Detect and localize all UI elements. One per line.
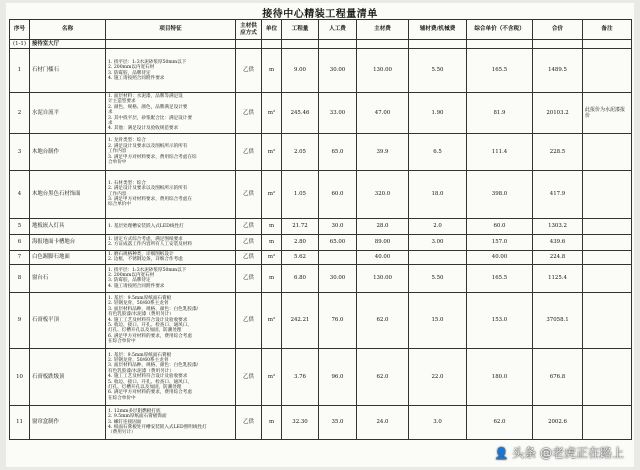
feature-line: 5. 收边、接口、开孔、检查口、通风口、	[108, 323, 192, 329]
header-features: 项目特征	[106, 20, 236, 40]
feature-line: 2. 边框，不锈钢边条，详细合作考虑	[108, 257, 183, 263]
feature-line: 在综合单价中	[108, 395, 136, 401]
item-features	[106, 133, 236, 170]
supply-method: 乙供	[236, 292, 262, 348]
feature-line: 计主造型要求	[108, 99, 136, 105]
remark	[583, 250, 632, 264]
remark	[583, 234, 632, 250]
item-features	[106, 348, 236, 405]
unit-price: 165.5	[467, 264, 533, 292]
total-price: 417.9	[533, 170, 583, 218]
item-features	[106, 218, 236, 234]
row-number: 9	[10, 292, 30, 348]
header-row	[10, 20, 632, 40]
material-cost: 62.0	[357, 292, 409, 348]
table-row	[10, 49, 632, 93]
document-page	[6, 3, 634, 467]
auxiliary-cost: 3.00	[409, 234, 467, 250]
item-features	[106, 405, 236, 439]
supply-method: 乙供	[236, 405, 262, 439]
remark	[583, 405, 632, 439]
unit: m	[262, 405, 282, 439]
auxiliary-cost: 6.5	[409, 133, 467, 170]
person-icon: 👤	[494, 447, 509, 460]
feature-line: 4. 纸面石膏板处开槽安装嵌入式LED照明线性灯	[108, 425, 207, 431]
header-material: 主材费	[357, 20, 409, 40]
remark: 此报价为水泥漆报价	[583, 93, 632, 134]
unit: m²	[262, 292, 282, 348]
total-price: 228.5	[533, 133, 583, 170]
quantity: 2.05	[282, 133, 319, 170]
feature-line: 3. 螺钉连接固面	[108, 419, 142, 425]
feature-line: 灯孔、灯槽开孔以及加固，防潮处理	[108, 384, 182, 390]
item-features	[106, 292, 236, 348]
header-seq: 序号	[10, 20, 30, 40]
feature-line: 3. 面层材料品种、规格、颜色：白色乳胶漆/	[108, 306, 199, 312]
feature-line: 1. 面层材料：水泥漆，品牌等满足设	[108, 94, 183, 99]
item-name: 水泥自流平	[30, 93, 106, 134]
item-name: 窗台石	[30, 264, 106, 292]
remark	[583, 49, 632, 93]
feature-line: 2. 满足设计及要求以及图纸所示的所有	[108, 143, 188, 149]
feature-line: 3. 满足甲方对材料要求，费用综合考虑在	[108, 197, 192, 203]
row-number: 6	[10, 234, 30, 250]
row-number: 11	[10, 405, 30, 439]
material-cost: 40.00	[357, 250, 409, 264]
unit: m	[262, 218, 282, 234]
total-price: 20103.2	[533, 93, 583, 134]
material-cost: 89.00	[357, 234, 409, 250]
feature-line: 3. 其中找平层，砂浆配合比：满足设计要	[108, 115, 192, 121]
feature-line: 灯孔、灯槽开孔以及加固，防潮处理	[108, 328, 182, 334]
supply-method: 乙供	[236, 93, 262, 134]
material-cost: 130.00	[357, 49, 409, 93]
header-aux: 辅材费/机械费	[409, 20, 467, 40]
feature-line: （费用另计）	[108, 430, 136, 436]
material-cost: 47.00	[357, 93, 409, 134]
feature-line: 1. 基层：9.5mm厚纸面石膏板	[108, 296, 172, 302]
quantity: 1.05	[282, 170, 319, 218]
quantity: 3.76	[282, 348, 319, 405]
material-cost: 62.0	[357, 348, 409, 405]
feature-line: 1. 找平层：1:3水泥砂浆厚50mm以下	[108, 59, 187, 65]
feature-line: 4. 其他：满足设计及验收规范要求	[108, 126, 179, 132]
feature-line: 4. 施工请按照合同附件要求	[108, 75, 165, 81]
row-number: 4	[10, 170, 30, 218]
material-cost: 320.0	[357, 170, 409, 218]
unit-price: 81.9	[467, 93, 533, 134]
item-features	[106, 49, 236, 93]
labor-cost: 33.00	[319, 93, 357, 134]
auxiliary-cost	[409, 250, 467, 264]
item-features	[106, 170, 236, 218]
section-number: (1-1)	[10, 40, 30, 49]
remark	[583, 170, 632, 218]
feature-line: 3. 防霉胶，品牌待定	[108, 70, 151, 76]
remark	[583, 218, 632, 234]
unit: m	[262, 264, 282, 292]
quantity: 2.80	[282, 234, 319, 250]
section-name: 接待室大厅	[30, 40, 106, 49]
material-cost: 130.00	[357, 264, 409, 292]
material-cost: 24.0	[357, 405, 409, 439]
feature-line: 6. 满足甲方对材料的要求，费用综合考虑	[108, 390, 192, 396]
table-row	[10, 133, 632, 170]
unit-price: 180.0	[467, 348, 533, 405]
table-body	[10, 40, 632, 440]
item-features	[106, 264, 236, 292]
feature-line: 2. 200mm以内宽石材	[108, 65, 155, 71]
feature-line: 2. 轻钢龙骨，50/60系主龙骨	[108, 357, 169, 363]
remark	[583, 292, 632, 348]
table-row	[10, 218, 632, 234]
labor-cost: 60.0	[319, 170, 357, 218]
item-name: 石材门槛石	[30, 49, 106, 93]
labor-cost: 65.00	[319, 234, 357, 250]
table-row	[10, 93, 632, 134]
quantity: 242.21	[282, 292, 319, 348]
row-number: 1	[10, 49, 30, 93]
auxiliary-cost: 1.90	[409, 93, 467, 134]
supply-method: 乙供	[236, 250, 262, 264]
watermark	[495, 444, 624, 461]
quantity: 5.62	[282, 250, 319, 264]
labor-cost: 30.0	[319, 218, 357, 234]
supply-method: 乙供	[236, 218, 262, 234]
feature-line: 综合单价中	[108, 202, 131, 208]
table-row	[10, 348, 632, 405]
remark	[583, 133, 632, 170]
feature-line: 6. 满足甲方对材料的要求，费用综合考虑	[108, 333, 192, 339]
quantity: 32.30	[282, 405, 319, 439]
item-name: 木地台黑色石材饰面	[30, 170, 106, 218]
auxiliary-cost: 18.0	[409, 170, 467, 218]
quantity: 21.72	[282, 218, 319, 234]
feature-line: 在综合单价中	[108, 339, 136, 345]
table-row	[10, 170, 632, 218]
feature-line: 4. 施工工艺及材料符合设计及验收要求	[108, 374, 188, 380]
unit-price: 165.5	[467, 49, 533, 93]
table-row	[10, 250, 632, 264]
labor-cost: 76.0	[319, 292, 357, 348]
unit: m	[262, 234, 282, 250]
feature-line: 2. 方证成落工作内容所有人工安装及材料	[108, 242, 192, 248]
unit: m²	[262, 170, 282, 218]
document-title: 接待中心精装工程量清单	[262, 9, 378, 20]
supply-method: 乙供	[236, 348, 262, 405]
header-total: 合价	[533, 20, 583, 40]
item-name: 石膏板平顶	[30, 292, 106, 348]
total-price: 439.6	[533, 234, 583, 250]
feature-line: 1. 基层：9.5mm厚纸面石膏板	[108, 352, 172, 358]
item-name: 白色踢脚石地面	[30, 250, 106, 264]
feature-line: 2. 满足设计及要求以及图纸所示的所有	[108, 186, 188, 192]
item-name: 窗帘盒制作	[30, 405, 106, 439]
feature-line: 工作内容	[108, 191, 127, 197]
table-row	[10, 264, 632, 292]
supply-method: 乙供	[236, 234, 262, 250]
supply-method: 乙供	[236, 49, 262, 93]
auxiliary-cost: 3.0	[409, 405, 467, 439]
feature-line: 2. 9.5mm厚纸面石膏板饰面	[108, 414, 167, 420]
quantity: 245.46	[282, 93, 319, 134]
total-price: 1125.4	[533, 264, 583, 292]
unit-price: 111.4	[467, 133, 533, 170]
unit: m²	[262, 250, 282, 264]
unit-price: 62.0	[467, 405, 533, 439]
item-features	[106, 250, 236, 264]
labor-cost	[319, 250, 357, 264]
row-number: 2	[10, 93, 30, 134]
table-row	[10, 234, 632, 250]
unit-price: 153.0	[467, 292, 533, 348]
feature-line: 求	[108, 121, 113, 127]
feature-line: 3. 满足甲方对材料要求，费用综合考虑在综	[108, 154, 197, 160]
labor-cost: 65.0	[319, 133, 357, 170]
feature-line: 1. 石材类型：综合	[108, 180, 147, 186]
total-price: 1489.5	[533, 49, 583, 93]
header-unit: 单位	[262, 20, 282, 40]
total-price: 37058.1	[533, 292, 583, 348]
total-price: 1303.2	[533, 218, 583, 234]
unit: m²	[262, 93, 282, 134]
labor-cost: 30.00	[319, 264, 357, 292]
row-number: 5	[10, 218, 30, 234]
total-price: 676.8	[533, 348, 583, 405]
bill-of-quantities-table	[9, 19, 632, 440]
unit: m²	[262, 133, 282, 170]
feature-line: 2. 颜色、规格、颜色，品牌满足设计要	[108, 104, 188, 110]
unit-price: 40.00	[467, 250, 533, 264]
table-row	[10, 405, 632, 439]
feature-line: 3. 面层材料品种、规格、颜色：白色乳胶漆/	[108, 363, 199, 369]
auxiliary-cost: 5.50	[409, 264, 467, 292]
feature-line: 有色乳胶漆/水泥漆（费用另计）	[108, 312, 174, 318]
item-features	[106, 234, 236, 250]
labor-cost: 96.0	[319, 348, 357, 405]
feature-line: 1. 12mm多层阻燃板打底	[108, 408, 161, 414]
row-number: 7	[10, 250, 30, 264]
feature-line: 1. 龙骨类型：综合	[108, 138, 147, 144]
feature-line: 1. 找平层：1:3水泥砂浆厚50mm以下	[108, 267, 187, 273]
quantity: 6.80	[282, 264, 319, 292]
item-name: 地板嵌入灯具	[30, 218, 106, 234]
feature-line: 求	[108, 110, 113, 116]
unit-price: 157.0	[467, 234, 533, 250]
section-row	[10, 40, 632, 49]
feature-line: 2. 轻钢龙骨，50/60系主龙骨	[108, 301, 169, 307]
row-number: 3	[10, 133, 30, 170]
unit-price: 60.0	[467, 218, 533, 234]
remark	[583, 264, 632, 292]
unit: m	[262, 49, 282, 93]
quantity: 9.00	[282, 49, 319, 93]
feature-line: 5. 收边、接口、开孔、检查口、通风口、	[108, 379, 192, 385]
row-number: 8	[10, 264, 30, 292]
supply-method: 乙供	[236, 170, 262, 218]
auxiliary-cost: 15.0	[409, 292, 467, 348]
header-supply: 主材供应方式	[236, 20, 262, 40]
feature-line: 1. 固定方式综合考虑，满足图纸要求	[108, 236, 183, 242]
feature-line: 4. 施工请按照合同附件要求	[108, 283, 165, 289]
feature-line: 3. 防霉胶，品牌待定	[108, 278, 151, 284]
material-cost: 28.0	[357, 218, 409, 234]
item-name: 海报地面卡槽地台	[30, 234, 106, 250]
feature-line: 有色乳胶漆/水泥漆（费用另计）	[108, 368, 174, 374]
feature-line: 4. 施工工艺及材料符合设计及验收要求	[108, 317, 188, 323]
table-row	[10, 292, 632, 348]
remark	[583, 348, 632, 405]
auxiliary-cost: 5.50	[409, 49, 467, 93]
supply-method: 乙供	[236, 133, 262, 170]
watermark-text: 头条 @老虎正在路上	[512, 446, 624, 460]
auxiliary-cost: 2.0	[409, 218, 467, 234]
header-labor: 人工费	[319, 20, 357, 40]
supply-method: 乙供	[236, 264, 262, 292]
unit-price: 398.0	[467, 170, 533, 218]
labor-cost: 35.0	[319, 405, 357, 439]
feature-line: 2. 200mm以内宽石材	[108, 272, 155, 278]
item-features	[106, 93, 236, 134]
auxiliary-cost: 22.0	[409, 348, 467, 405]
unit: m²	[262, 348, 282, 405]
feature-line: 1. 基层处理槽安装嵌入式LED线性灯	[108, 223, 184, 229]
header-unit-price: 综合单价（不含税）	[467, 20, 533, 40]
total-price: 2002.6	[533, 405, 583, 439]
row-number: 10	[10, 348, 30, 405]
item-name: 木地台制作	[30, 133, 106, 170]
item-name: 石膏板跌级顶	[30, 348, 106, 405]
header-remark: 备注	[583, 20, 632, 40]
material-cost: 39.9	[357, 133, 409, 170]
feature-line: 工作内容	[108, 149, 127, 155]
header-qty: 工程量	[282, 20, 319, 40]
feature-line: 1. 磨石规格种类，详细图纸设计	[108, 251, 174, 257]
labor-cost: 30.00	[319, 49, 357, 93]
total-price: 224.8	[533, 250, 583, 264]
feature-line: 合单价中	[108, 159, 127, 165]
header-name: 名称	[30, 20, 106, 40]
